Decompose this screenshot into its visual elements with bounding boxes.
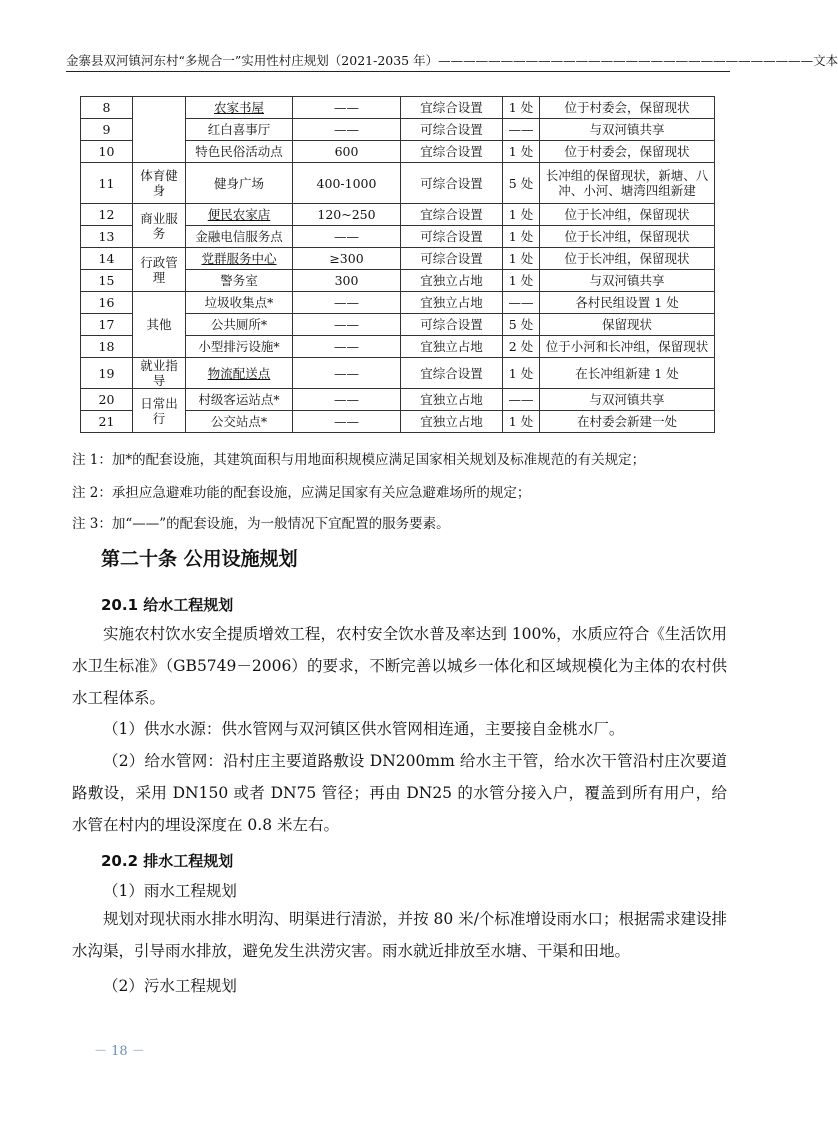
scale-cell: —— <box>293 226 401 248</box>
remark-cell: 位于长冲组，保留现状 <box>540 248 715 270</box>
setting-mode-cell: 可综合设置 <box>401 163 503 204</box>
row-number: 10 <box>81 141 133 163</box>
table-row <box>81 389 715 411</box>
category-cell: 体育健身 <box>133 163 186 204</box>
facility-name: 村级客运站点* <box>186 389 293 411</box>
scale-cell: ≥300 <box>293 248 401 270</box>
scale-cell: 300 <box>293 270 401 292</box>
subsection-title-water-supply: 20.1 给水工程规划 <box>101 596 234 614</box>
remark-cell: 与双河镇共享 <box>540 389 715 411</box>
count-cell: 5 处 <box>503 314 540 336</box>
setting-mode-cell: 宜独立占地 <box>401 389 503 411</box>
scale-cell: 400-1000 <box>293 163 401 204</box>
setting-mode-cell: 宜独立占地 <box>401 292 503 314</box>
setting-mode-cell: 宜综合设置 <box>401 141 503 163</box>
remark-cell: 位于长冲组，保留现状 <box>540 204 715 226</box>
facility-name: 金融电信服务点 <box>186 226 293 248</box>
setting-mode-cell: 宜综合设置 <box>401 204 503 226</box>
setting-mode-cell: 宜综合设置 <box>401 358 503 389</box>
setting-mode-cell: 宜独立占地 <box>401 336 503 358</box>
row-number: 16 <box>81 292 133 314</box>
setting-mode-cell: 宜综合设置 <box>401 97 503 119</box>
facility-name: 警务室 <box>186 270 293 292</box>
remark-cell: 与双河镇共享 <box>540 270 715 292</box>
row-number: 14 <box>81 248 133 270</box>
scale-cell: 120~250 <box>293 204 401 226</box>
page-number: － 18 － <box>94 1044 145 1059</box>
subsection-title-drainage: 20.2 排水工程规划 <box>101 852 234 870</box>
count-cell: 1 处 <box>503 270 540 292</box>
facility-name: 党群服务中心 <box>186 248 293 270</box>
scale-cell: —— <box>293 411 401 433</box>
running-header: 金寨县双河镇河东村“多规合一”实用性村庄规划（2021-2035 年）——————————————————————————————文本 <box>66 53 730 72</box>
remark-cell: 保留现状 <box>540 314 715 336</box>
category-cell <box>133 97 186 163</box>
setting-mode-cell: 可综合设置 <box>401 226 503 248</box>
category-cell: 商业服务 <box>133 204 186 248</box>
table-row <box>81 248 715 270</box>
category-cell: 就业指导 <box>133 358 186 389</box>
category-cell: 日常出行 <box>133 389 186 433</box>
scale-cell: —— <box>293 292 401 314</box>
count-cell: 1 处 <box>503 141 540 163</box>
facility-name: 特色民俗活动点 <box>186 141 293 163</box>
row-number: 12 <box>81 204 133 226</box>
item-water-network: （2）给水管网：沿村庄主要道路敷设 DN200mm 给水主干管，给水次干管沿村庄次要道路敷设，采用 DN150 或者 DN75 管径；再由 DN25 的水管分接入户，覆盖到所有用户，给水管在村内的埋设深度在 0.8 米左右。 <box>72 752 727 834</box>
row-number: 8 <box>81 97 133 119</box>
count-cell: —— <box>503 119 540 141</box>
facility-name: 公交站点* <box>186 411 293 433</box>
row-number: 18 <box>81 336 133 358</box>
scale-cell: —— <box>293 119 401 141</box>
table-row <box>81 204 715 226</box>
setting-mode-cell: 可综合设置 <box>401 248 503 270</box>
facility-name: 健身广场 <box>186 163 293 204</box>
facility-name: 便民农家店 <box>186 204 293 226</box>
table-row <box>81 163 715 204</box>
scale-cell: —— <box>293 314 401 336</box>
scale-cell: —— <box>293 336 401 358</box>
facility-name: 农家书屋 <box>186 97 293 119</box>
remark-cell: 各村民组设置 1 处 <box>540 292 715 314</box>
count-cell: 1 处 <box>503 248 540 270</box>
remark-cell: 位于村委会，保留现状 <box>540 141 715 163</box>
row-number: 19 <box>81 358 133 389</box>
setting-mode-cell: 可综合设置 <box>401 314 503 336</box>
setting-mode-cell: 宜独立占地 <box>401 411 503 433</box>
category-cell: 其他 <box>133 292 186 358</box>
section-title: 第二十条 公用设施规划 <box>101 548 298 570</box>
facility-name: 垃圾收集点* <box>186 292 293 314</box>
count-cell: 1 处 <box>503 204 540 226</box>
row-number: 13 <box>81 226 133 248</box>
row-number: 20 <box>81 389 133 411</box>
facility-name: 物流配送点 <box>186 358 293 389</box>
facility-name: 公共厕所* <box>186 314 293 336</box>
table-note-2: 注 2：承担应急避难功能的配套设施，应满足国家有关应急避难场所的规定； <box>72 485 531 501</box>
remark-cell: 位于村委会，保留现状 <box>540 97 715 119</box>
count-cell: 1 处 <box>503 226 540 248</box>
count-cell: —— <box>503 389 540 411</box>
category-cell: 行政管理 <box>133 248 186 292</box>
remark-cell: 在长冲组新建 1 处 <box>540 358 715 389</box>
scale-cell: —— <box>293 97 401 119</box>
item-rainwater-title: （1）雨水工程规划 <box>103 882 237 900</box>
remark-cell: 长冲组的保留现状，新塘、八冲、小河、塘湾四组新建 <box>540 163 715 204</box>
facilities-table <box>80 96 715 433</box>
row-number: 9 <box>81 119 133 141</box>
remark-cell: 与双河镇共享 <box>540 119 715 141</box>
scale-cell: —— <box>293 389 401 411</box>
count-cell: 2 处 <box>503 336 540 358</box>
remark-cell: 位于小河和长冲组，保留现状 <box>540 336 715 358</box>
facility-name: 红白喜事厅 <box>186 119 293 141</box>
table-row <box>81 358 715 389</box>
row-number: 11 <box>81 163 133 204</box>
scale-cell: 600 <box>293 141 401 163</box>
row-number: 15 <box>81 270 133 292</box>
table-row <box>81 97 715 119</box>
setting-mode-cell: 可综合设置 <box>401 119 503 141</box>
table-row <box>81 292 715 314</box>
item-water-source: （1）供水水源：供水管网与双河镇区供水管网相连通，主要接自金桃水厂。 <box>103 720 625 738</box>
paragraph-rainwater: 规划对现状雨水排水明沟、明渠进行清淤，并按 80 米/个标准增设雨水口；根据需求建设排水沟渠，引导雨水排放，避免发生洪涝灾害。雨水就近排放至水塘、干渠和田地。 <box>72 910 727 960</box>
remark-cell: 在村委会新建一处 <box>540 411 715 433</box>
remark-cell: 位于长冲组，保留现状 <box>540 226 715 248</box>
count-cell: 1 处 <box>503 411 540 433</box>
count-cell: 1 处 <box>503 97 540 119</box>
facility-name: 小型排污设施* <box>186 336 293 358</box>
paragraph-water-supply-intro: 实施农村饮水安全提质增效工程，农村安全饮水普及率达到 100%，水质应符合《生活饮用水卫生标准》（GB5749－2006）的要求，不断完善以城乡一体化和区域规模化为主体的农村供水工程体系。 <box>72 625 727 707</box>
item-sewage-title: （2）污水工程规划 <box>103 977 237 995</box>
row-number: 17 <box>81 314 133 336</box>
table-note-1: 注 1：加*的配套设施，其建筑面积与用地面积规模应满足国家相关规划及标准规范的有关规定； <box>72 452 646 468</box>
count-cell: 1 处 <box>503 358 540 389</box>
count-cell: —— <box>503 292 540 314</box>
table-note-3: 注 3：加“——”的配套设施，为一般情况下宜配置的服务要素。 <box>72 516 450 532</box>
count-cell: 5 处 <box>503 163 540 204</box>
scale-cell: —— <box>293 358 401 389</box>
setting-mode-cell: 宜独立占地 <box>401 270 503 292</box>
row-number: 21 <box>81 411 133 433</box>
